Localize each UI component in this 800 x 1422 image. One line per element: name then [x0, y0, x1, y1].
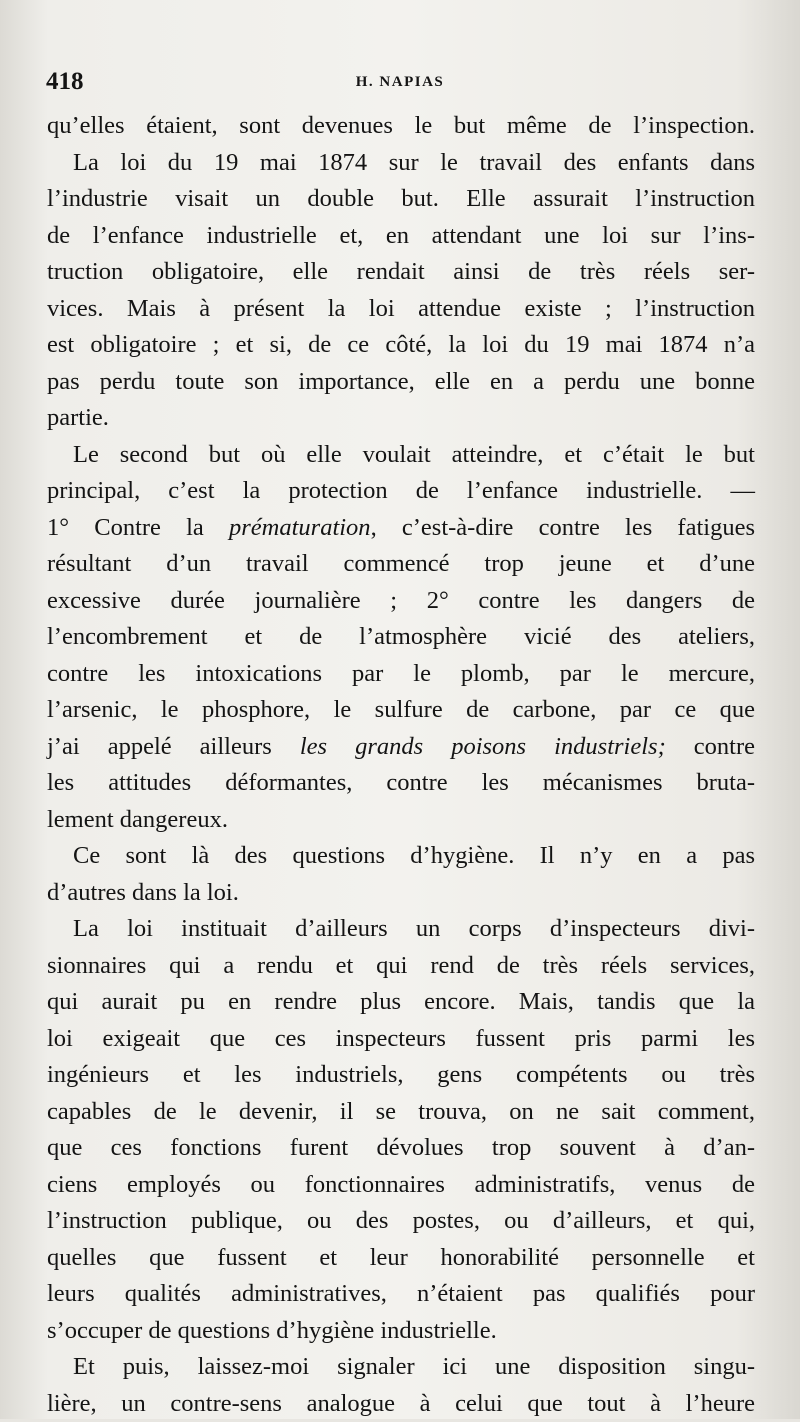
text-line: loi exigeait que ces inspecteurs fussent pris parmi les	[47, 1021, 755, 1058]
text-line: l’instruction publique, ou des postes, ou d’ailleurs, et qui,	[47, 1203, 755, 1240]
text-line: l’arsenic, le phosphore, le sulfure de carbone, par ce que	[47, 692, 755, 729]
text-line: ciens employés ou fonctionnaires administratifs, venus de	[47, 1167, 755, 1204]
text-line: La loi instituait d’ailleurs un corps d’inspecteurs divi-	[47, 911, 755, 948]
page-header	[46, 68, 754, 102]
text-segment: , c’est-à-dire contre les fatigues	[371, 514, 755, 541]
text-line: résultant d’un travail commencé trop jeune et d’une	[47, 546, 755, 583]
text-line: de l’enfance industrielle et, en attendant une loi sur l’ins-	[47, 218, 755, 255]
text-line: La loi du 19 mai 1874 sur le travail des enfants dans	[47, 145, 755, 182]
body-text	[47, 108, 755, 1422]
text-line: d’autres dans la loi.	[47, 875, 755, 912]
text-line: s’occuper de questions d’hygiène industrielle.	[47, 1313, 755, 1350]
text-line: Ce sont là des questions d’hygiène. Il n’y en a pas	[47, 838, 755, 875]
text-line: lement dangereux.	[47, 802, 755, 839]
text-line: que ces fonctions furent dévolues trop souvent à d’an-	[47, 1130, 755, 1167]
text-line	[47, 510, 755, 547]
text-line: l’encombrement et de l’atmosphère vicié des ateliers,	[47, 619, 755, 656]
text-line: truction obligatoire, elle rendait ainsi de très réels ser-	[47, 254, 755, 291]
text-line: pas perdu toute son importance, elle en a perdu une bonne	[47, 364, 755, 401]
text-segment: j’ai appelé ailleurs	[47, 733, 300, 760]
text-line: sionnaires qui a rendu et qui rend de très réels services,	[47, 948, 755, 985]
text-line: Le second but où elle voulait atteindre, et c’était le but	[47, 437, 755, 474]
text-line: les attitudes déformantes, contre les mécanismes bruta-	[47, 765, 755, 802]
italic-phrase: prématuration	[229, 514, 371, 541]
text-line: partie.	[47, 400, 755, 437]
text-line: quelles que fussent et leur honorabilité personnelle et	[47, 1240, 755, 1277]
page-number: 418	[46, 68, 84, 96]
text-line: qu’elles étaient, sont devenues le but même de l’inspection.	[47, 108, 755, 145]
text-line: est obligatoire ; et si, de ce côté, la loi du 19 mai 1874 n’a	[47, 327, 755, 364]
text-segment: 1° Contre la	[47, 514, 229, 541]
text-line: l’industrie visait un double but. Elle assurait l’instruction	[47, 181, 755, 218]
text-line: excessive durée journalière ; 2° contre les dangers de	[47, 583, 755, 620]
text-line: Et puis, laissez-moi signaler ici une disposition singu-	[47, 1349, 755, 1386]
text-line: vices. Mais à présent la loi attendue existe ; l’instruction	[47, 291, 755, 328]
text-segment: contre	[666, 733, 755, 760]
text-line	[47, 729, 755, 766]
text-line: qui aurait pu en rendre plus encore. Mais, tandis que la	[47, 984, 755, 1021]
text-line: lière, un contre-sens analogue à celui que tout à l’heure	[47, 1386, 755, 1422]
text-line: leurs qualités administratives, n’étaient pas qualifiés pour	[47, 1276, 755, 1313]
text-line: capables de le devenir, il se trouva, on ne sait comment,	[47, 1094, 755, 1131]
text-line: ingénieurs et les industriels, gens compétents ou très	[47, 1057, 755, 1094]
text-line: principal, c’est la protection de l’enfance industrielle. —	[47, 473, 755, 510]
running-head: H. NAPIAS	[46, 74, 754, 91]
italic-phrase: les grands poisons industriels;	[300, 733, 666, 760]
text-line: contre les intoxications par le plomb, par le mercure,	[47, 656, 755, 693]
